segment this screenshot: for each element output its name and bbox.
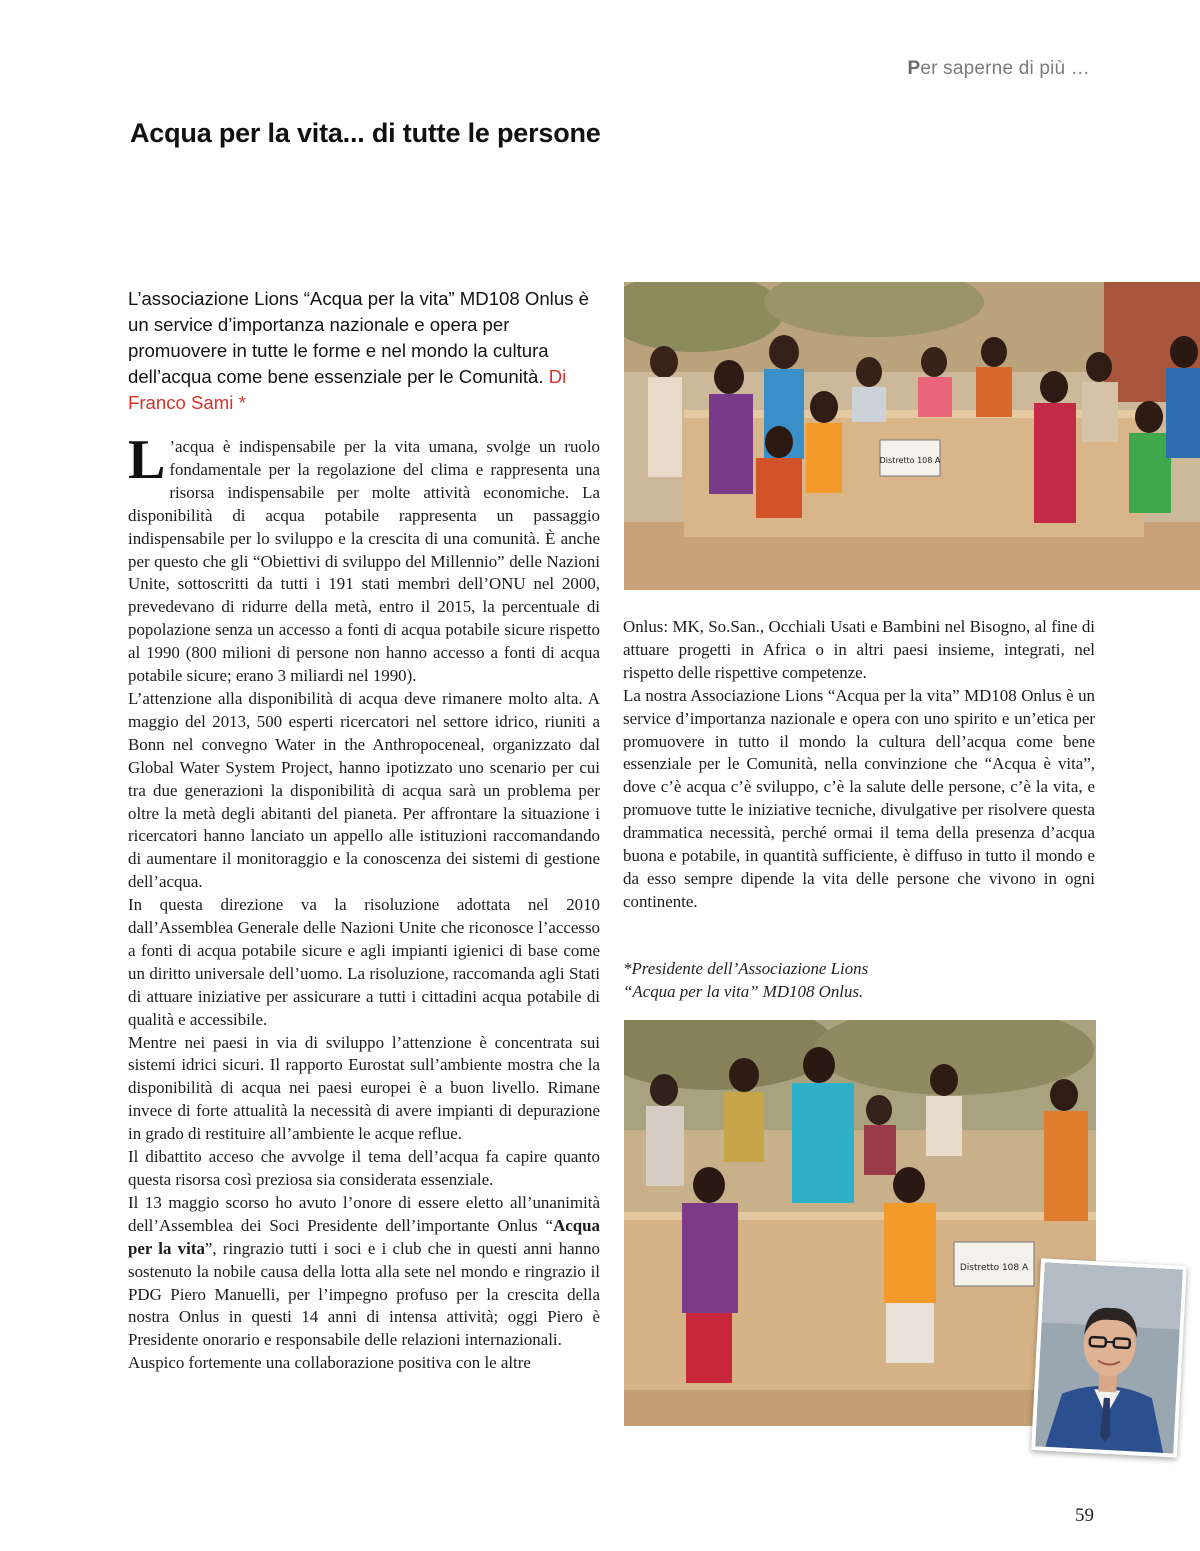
photo-children-water-tank: [624, 282, 1200, 590]
paragraph-2: L’attenzione alla disponibilità di acqua deve rimanere molto alta. A maggio del 2013, 500 esperti ricercatori nel settore idrico, riuniti a Bonn nel convegno Water in the Anthropoceneal, organizzato dal Global Water System Project, hanno ipotizzato uno scenario per cui tra due generazioni la disponibilità di acqua sarà un problema per oltre la metà degli abitanti del pianeta. Per affrontare la situazione i ricercatori hanno lanciato un appello alle istituzioni raccomandando di aumentare il monitoraggio e la conoscenza dei sistemi di gestione dell’acqua.: [128, 688, 600, 892]
body-column-left: [128, 429, 600, 1375]
paragraph-1: L ’acqua è indispensabile per la vita umana, svolge un ruolo fondamentale per la regolazione del clima e rappresenta una risorsa indispensabile per molte attività economiche. La disponibilità di acqua potabile rappresenta un passaggio indispensabile per lo sviluppo e la crescita di una comunità. È anche per questo che gli “Obiettivi di sviluppo del Millennio” delle Nazioni Unite, sottoscritti da tutti i 191 stati membri dell’ONU nel 2000, prevedevano di ridurre della metà, entro il 2015, la percentuale di popolazione senza un accesso a fonti di acqua potabile sicure rispetto al 1990 (800 milioni di persone non hanno accesso a fonti di acqua potabile sicure; erano 3 miliardi nel 1990).: [128, 429, 600, 686]
article-title: Acqua per la vita... di tutte le persone: [130, 118, 601, 148]
paragraph-4: Mentre nei paesi in via di sviluppo l’attenzione è concentrata sui sistemi idrici sicuri. Il rapporto Eurostat sull’ambiente mostra che la disponibilità di acqua nei paesi europei è a buon livello. Rimane invece di forte attualità la necessità di avere impianti di depurazione in grado di restituire all’ambiente le acque reflue.: [128, 1032, 600, 1144]
paragraph-5: Il dibattito acceso che avvolge il tema dell’acqua fa capire quanto questa risorsa così preziosa sia considerata essenziale.: [128, 1147, 600, 1189]
article-lead: L’associazione Lions “Acqua per la vita” MD108 Onlus è un service d’importanza nazionale e opera per promuovere in tutte le forme e nel mondo la cultura dell’acqua come bene essenziale per le Comunità. Di Franco Sami *: [128, 288, 589, 413]
author-portrait: [1031, 1258, 1187, 1457]
page-number: 59: [1075, 1505, 1094, 1526]
paragraph-r1: Onlus: MK, So.San., Occhiali Usati e Bambini nel Bisogno, al fine di attuare progetti in Africa o in altri paesi insieme, integrati, nel rispetto delle rispettive competenze.: [623, 617, 1095, 682]
plaque-label: Distretto 108 A: [879, 456, 941, 465]
drop-cap: L: [128, 429, 166, 491]
photo-children-plaque: [624, 1020, 1096, 1426]
paragraph-r2: La nostra Associazione Lions “Acqua per la vita” MD108 Onlus è un service d’importanza nazionale e opera con uno spirito e un’etica per promuovere in tutto il mondo la cultura dell’acqua come bene essenziale per le Comunità, nella convinzione che “Acqua è vita”, dove c’è acqua c’è sviluppo, c’è la salute delle persone, c’è la vita, e promuove tutte le iniziative tecniche, divulgative per risolvere questa drammatica necessità, perché ormai il tema della presenza d’acqua buona e potabile, in quantità sufficiente, è diffuso in tutto il mondo e da esso sempre dipende la vita delle persone che vivono in ogni continente.: [623, 685, 1095, 911]
author-note: *Presidente dell’Associazione Lions “Acqua per la vita” MD108 Onlus.: [623, 959, 869, 1001]
paragraph-6: Il 13 maggio scorso ho avuto l’onore di essere eletto all’unanimità dell’Assemblea dei Soci Presidente dell’importante Onlus “Acqua per la vita”, ringrazio tutti i soci e i club che in questi anni hanno sostenuto la nobile causa della lotta alla sete nel mondo e ringrazio il PDG Piero Manuelli, per l’impegno profuso per la crescita della nostra Onlus in questi 14 anni di intensa attività; oggi Piero è Presidente onorario e responsabile delle relazioni internazionali.: [128, 1192, 600, 1350]
section-label: Per saperne di più …: [907, 58, 1090, 79]
paragraph-7: Auspico fortemente una collaborazione positiva con le altre: [128, 1353, 531, 1373]
plaque-label-bottom: Distretto 108 A: [959, 1263, 1029, 1273]
body-column-right: [623, 616, 1095, 914]
paragraph-3: In questa direzione va la risoluzione adottata nel 2010 dall’Assemblea Generale delle Nazioni Unite che riconosce l’accesso a fonti di acqua potabile sicure e agli impianti igienici di base come un diritto universale dell’uomo. La risoluzione, raccomanda agli Stati di attuare iniziative per assicurare a tutti i cittadini acqua potabile di qualità e accessibile.: [128, 895, 600, 1029]
author-byline: Di Franco Sami *: [128, 366, 567, 413]
